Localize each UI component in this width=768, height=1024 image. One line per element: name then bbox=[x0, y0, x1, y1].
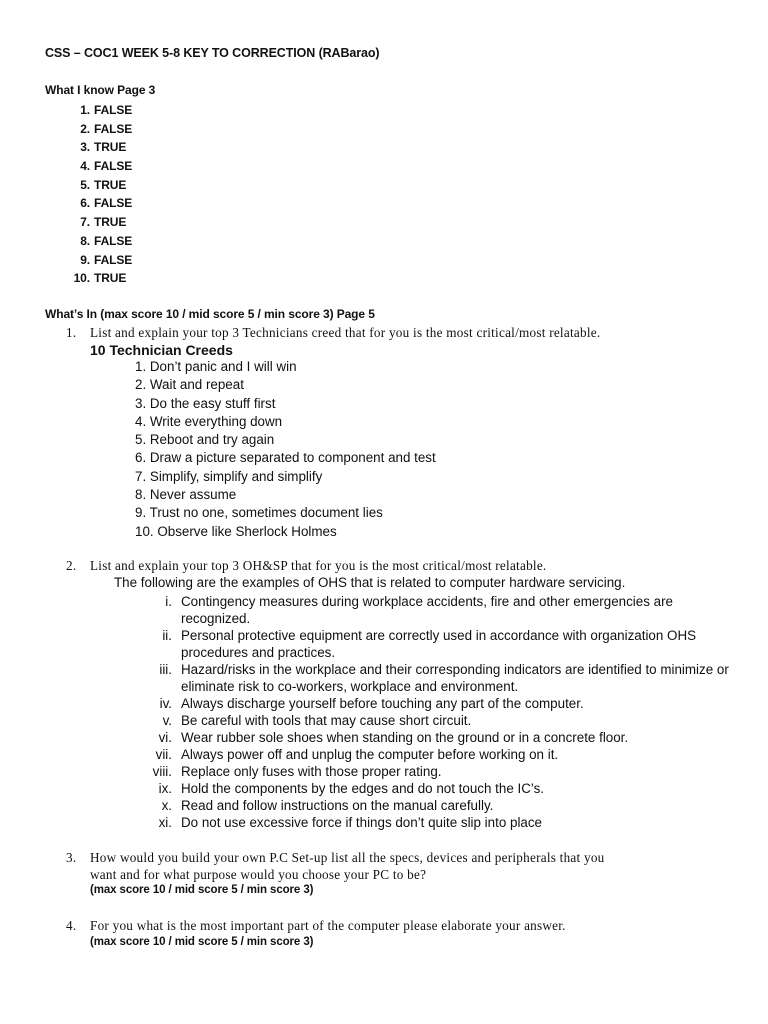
list-item bbox=[140, 593, 740, 627]
list-item: 5. Reboot and try again bbox=[135, 432, 275, 448]
item-number: vi. bbox=[158, 730, 172, 745]
list-item: 10. Observe like Sherlock Holmes bbox=[135, 523, 337, 539]
question-text: List and explain your top 3 Technicians creed that for you is the most critical/most relatable. bbox=[90, 325, 601, 340]
answer-text: FALSE bbox=[94, 252, 133, 267]
answer-text: TRUE bbox=[94, 271, 127, 286]
score-note: (max score 10 / mid score 5 / min score 3) bbox=[90, 884, 314, 896]
item-number: i. bbox=[165, 594, 172, 609]
item-number: xi. bbox=[158, 815, 172, 830]
creeds-title: 10 Technician Creeds bbox=[90, 342, 233, 358]
question-text: For you what is the most important part of the computer please elaborate your answer. bbox=[90, 918, 566, 933]
ohs-list bbox=[140, 593, 740, 831]
answer-text: FALSE bbox=[94, 103, 133, 117]
answer-text: TRUE bbox=[94, 215, 127, 230]
list-item: 8. Never assume bbox=[135, 487, 237, 503]
list-item bbox=[140, 746, 740, 763]
question-number: 3. bbox=[66, 850, 77, 865]
list-item bbox=[140, 712, 740, 729]
list-item bbox=[65, 213, 132, 232]
answer-text: FALSE bbox=[94, 233, 133, 248]
question-number: 2. bbox=[66, 558, 77, 573]
item-number: 5. bbox=[80, 177, 90, 192]
item-text: Always discharge yourself before touching any part of the computer. bbox=[181, 696, 584, 711]
list-item bbox=[140, 729, 740, 746]
list-item bbox=[140, 780, 740, 797]
item-number: 8. bbox=[80, 233, 90, 248]
item-number: iv. bbox=[159, 696, 172, 711]
list-item: 6. Draw a picture separated to component and test bbox=[135, 450, 436, 466]
section-heading-whats-in: What’s In (max score 10 / mid score 5 / min score 3) Page 5 bbox=[45, 307, 375, 321]
item-number: ix. bbox=[158, 781, 172, 796]
answer-text: TRUE bbox=[94, 140, 127, 155]
item-number: ii. bbox=[162, 628, 172, 643]
item-text: Hazard/risks in the workplace and their corresponding indicators are identified to minimize or eliminate risk to co-workers, workplace and environment. bbox=[181, 662, 729, 694]
question-4 bbox=[66, 918, 566, 934]
list-item: 3. Do the easy stuff first bbox=[135, 395, 276, 411]
score-note: (max score 10 / mid score 5 / min score 3) bbox=[90, 936, 314, 948]
item-number: 3. bbox=[80, 140, 90, 155]
list-item bbox=[65, 157, 132, 176]
item-text: Do not use excessive force if things don’t quite slip into place bbox=[181, 815, 543, 830]
list-item bbox=[65, 269, 132, 288]
list-item bbox=[65, 251, 132, 270]
answer-list bbox=[65, 101, 132, 288]
item-number: 10. bbox=[73, 271, 90, 286]
item-number: 9. bbox=[80, 252, 90, 267]
item-text: Personal protective equipment are correctly used in accordance with organization OHS procedures and practices. bbox=[181, 628, 697, 660]
list-item bbox=[140, 814, 740, 831]
item-number: x. bbox=[161, 798, 172, 813]
list-item bbox=[65, 138, 132, 157]
list-item bbox=[140, 627, 740, 661]
item-number: 2. bbox=[80, 121, 90, 136]
item-number: 1. bbox=[80, 103, 90, 117]
ohs-intro: The following are the examples of OHS that is related to computer hardware servicing. bbox=[114, 575, 626, 590]
item-number: vii. bbox=[155, 747, 172, 762]
question-1 bbox=[66, 325, 600, 341]
item-number: v. bbox=[162, 713, 172, 728]
list-item: 2. Wait and repeat bbox=[135, 377, 244, 393]
item-number: 7. bbox=[80, 215, 90, 230]
list-item bbox=[65, 232, 132, 251]
item-number: viii. bbox=[152, 764, 172, 779]
list-item: 9. Trust no one, sometimes document lies bbox=[135, 505, 383, 521]
answer-text: FALSE bbox=[94, 121, 133, 136]
item-number: 6. bbox=[80, 196, 90, 211]
item-number: 4. bbox=[80, 159, 90, 174]
list-item bbox=[65, 101, 132, 120]
question-3-continued: want and for what purpose would you choose your PC to be? bbox=[90, 867, 427, 882]
question-2 bbox=[66, 558, 546, 574]
list-item bbox=[140, 797, 740, 814]
creeds-list bbox=[135, 358, 436, 541]
item-text: Wear rubber sole shoes when standing on the ground or in a concrete floor. bbox=[181, 730, 629, 745]
list-item: 1. Don’t panic and I will win bbox=[135, 359, 297, 374]
list-item bbox=[140, 763, 740, 780]
list-item bbox=[65, 120, 132, 139]
question-number: 1. bbox=[66, 325, 77, 340]
list-item bbox=[140, 695, 740, 712]
item-text: Read and follow instructions on the manual carefully. bbox=[181, 798, 494, 813]
list-item bbox=[140, 661, 740, 695]
question-number: 4. bbox=[66, 918, 77, 933]
item-text: Always power off and unplug the computer before working on it. bbox=[181, 747, 559, 762]
question-3 bbox=[66, 850, 605, 866]
list-item bbox=[65, 194, 132, 213]
section-heading-what-i-know: What I know Page 3 bbox=[45, 83, 156, 97]
item-text: Be careful with tools that may cause short circuit. bbox=[181, 713, 472, 728]
list-item bbox=[65, 176, 132, 195]
question-text: How would you build your own P.C Set-up list all the specs, devices and peripherals that you bbox=[90, 850, 605, 865]
item-text: Hold the components by the edges and do not touch the IC’s. bbox=[181, 781, 545, 796]
answer-text: FALSE bbox=[94, 196, 133, 211]
item-text: Contingency measures during workplace accidents, fire and other emergencies are recognized. bbox=[181, 594, 673, 626]
item-number: iii. bbox=[159, 662, 172, 677]
list-item: 7. Simplify, simplify and simplify bbox=[135, 468, 323, 484]
item-text: Replace only fuses with those proper rating. bbox=[181, 764, 442, 779]
answer-text: FALSE bbox=[94, 159, 133, 174]
answer-text: TRUE bbox=[94, 177, 127, 192]
document-title: CSS – COC1 WEEK 5-8 KEY TO CORRECTION (RABarao) bbox=[45, 46, 380, 60]
list-item: 4. Write everything down bbox=[135, 413, 283, 429]
question-text: List and explain your top 3 OH&SP that for you is the most critical/most relatable. bbox=[90, 558, 547, 573]
